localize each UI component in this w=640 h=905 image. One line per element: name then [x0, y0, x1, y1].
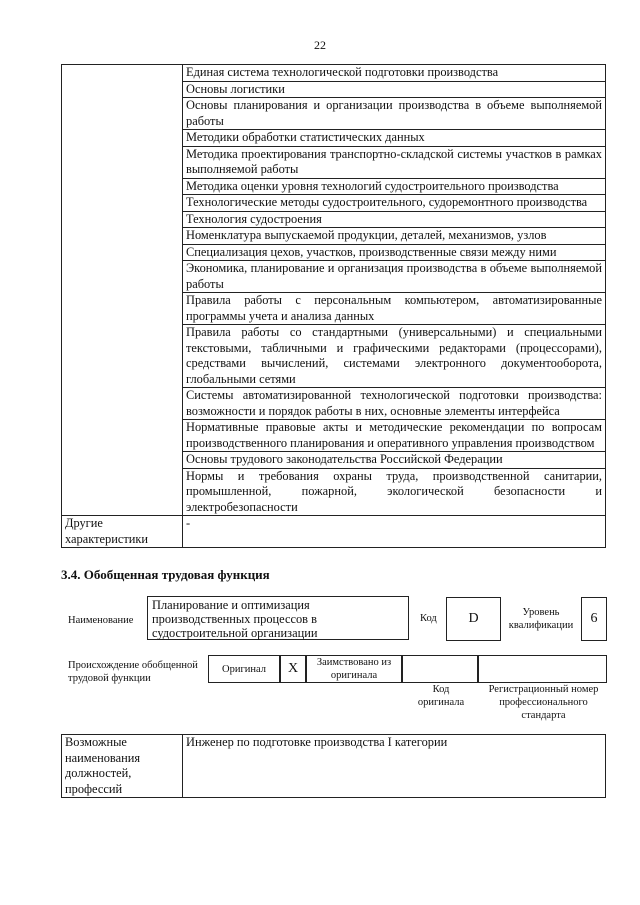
- knowledge-table: [61, 64, 606, 548]
- other-characteristics-row: [62, 516, 606, 548]
- code-original-cell: [402, 655, 478, 683]
- knowledge-item: Правила работы с персональным компьютером, автоматизированные программы учета и анализа данных: [183, 293, 606, 325]
- code-original-label: Код оригинала: [417, 684, 465, 708]
- qualification-level: 6: [581, 597, 607, 641]
- knowledge-item: Методика оценки уровня технологий судостроительного производства: [183, 178, 606, 195]
- knowledge-item: Основы логистики: [183, 81, 606, 98]
- original-mark: X: [280, 655, 306, 683]
- knowledge-item: Системы автоматизированной технологической подготовки производства: возможности и порядок работы в них, основные элементы интерфейса: [183, 388, 606, 420]
- knowledge-item: Методики обработки статистических данных: [183, 130, 606, 147]
- knowledge-item: Единая система технологической подготовки производства: [183, 65, 606, 82]
- knowledge-row: [62, 65, 606, 82]
- knowledge-item: Нормативные правовые акты и методические рекомендации по вопросам производственного планирования и оперативного управления производством: [183, 420, 606, 452]
- knowledge-item: Экономика, планирование и организация производства в объеме выполняемой работы: [183, 261, 606, 293]
- borrowed-label: Заимствовано из оригинала: [306, 655, 402, 683]
- knowledge-item: Нормы и требования охраны труда, производственной санитарии, промышленной, пожарной, экологической безопасности и электробезопасности: [183, 468, 606, 516]
- knowledge-item: Основы трудового законодательства Российской Федерации: [183, 452, 606, 469]
- positions-value: Инженер по подготовке производства I категории: [183, 735, 606, 798]
- reg-number-cell: [478, 655, 607, 683]
- knowledge-item: Номенклатура выпускаемой продукции, деталей, механизмов, узлов: [183, 228, 606, 245]
- knowledge-item: Правила работы со стандартными (универсальными) и специальными текстовыми, табличными и графическими редакторами (процессорами), средствами вычислений, системами электронного документооборота, глобальными сетями: [183, 325, 606, 388]
- section-heading: 3.4. Обобщенная трудовая функция: [61, 567, 270, 582]
- function-code: D: [446, 597, 501, 641]
- knowledge-label-cell: [62, 65, 183, 516]
- knowledge-item: Основы планирования и организации производства в объеме выполняемой работы: [183, 98, 606, 130]
- knowledge-item: Специализация цехов, участков, производственные связи между ними: [183, 244, 606, 261]
- function-name: Планирование и оптимизация производственных процессов в судостроительной организации: [147, 596, 409, 640]
- knowledge-item: Технология судостроения: [183, 211, 606, 228]
- positions-label: Возможные наименования должностей, профессий: [62, 735, 183, 798]
- reg-number-label: Регистрационный номер профессионального стандарта: [488, 684, 599, 721]
- page-number: 22: [314, 38, 326, 52]
- code-label: Код: [420, 613, 437, 624]
- level-label: Уровень квалификации: [508, 607, 574, 631]
- original-label: Оригинал: [208, 655, 280, 683]
- knowledge-item: Технологические методы судостроительного, судоремонтного производства: [183, 195, 606, 212]
- other-characteristics-label: Другие характеристики: [62, 516, 183, 548]
- origin-label: Происхождение обобщенной трудовой функции: [68, 660, 198, 684]
- other-characteristics-value: -: [183, 516, 606, 548]
- positions-table: [61, 734, 606, 798]
- name-label: Наименование: [68, 615, 134, 626]
- knowledge-item: Методика проектирования транспортно-складской системы участков в рамках выполняемой работы: [183, 146, 606, 178]
